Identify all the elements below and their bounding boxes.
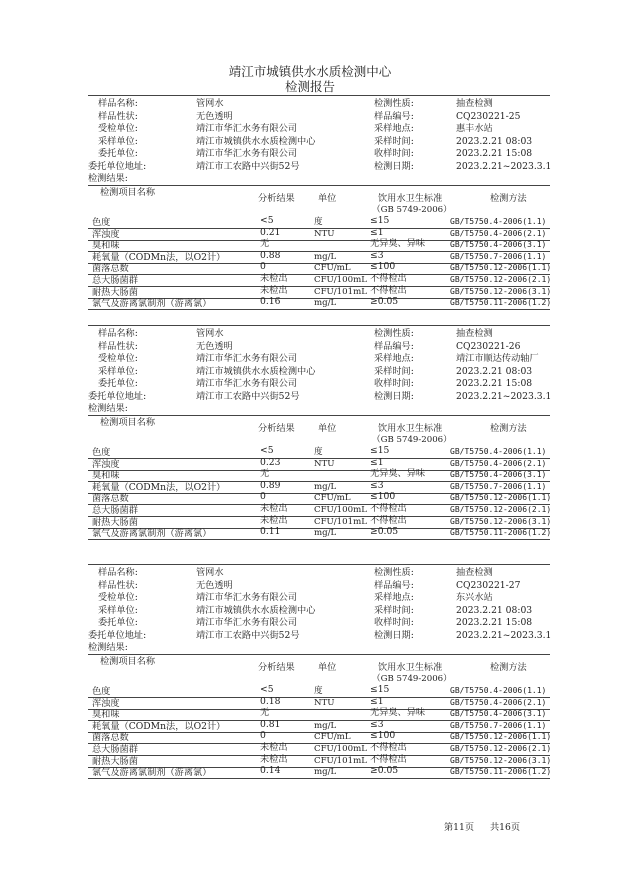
page-total: 共16页 <box>490 822 521 833</box>
result-value: 未检出 <box>260 742 288 753</box>
method-value: GB/T5750.11-2006(1.2) <box>450 528 552 538</box>
value-site: 惠丰水站 <box>456 123 493 134</box>
item-name: 色度 <box>92 217 111 228</box>
item-name: 臭和味 <box>92 240 120 252</box>
item-name: 浑浊度 <box>92 458 120 470</box>
value-code: CQ230221-25 <box>456 110 521 122</box>
item-name: 菌落总数 <box>92 493 129 505</box>
unit-value: CFU/mL <box>314 263 351 274</box>
item-name: 耗氧量（CODMn法，以O2计） <box>92 481 226 493</box>
unit-value: NTU <box>314 228 335 239</box>
label-name: 样品名称: <box>98 567 138 578</box>
limit-value: ≤1 <box>370 695 384 707</box>
method-value: GB/T5750.4-2006(1.1) <box>450 217 547 226</box>
value-recv_time: 2023.2.21 15:08 <box>456 617 533 628</box>
col-std-code: （GB 5749-2006） <box>372 205 452 215</box>
value-name: 管网水 <box>196 98 224 109</box>
value-code: CQ230221-27 <box>456 579 521 591</box>
label-name: 样品名称: <box>98 328 138 339</box>
divider-line <box>88 325 550 326</box>
item-name: 耐热大肠菌 <box>92 755 138 767</box>
method-value: GB/T5750.12-2006(3.1) <box>450 755 552 765</box>
col-unit: 单位 <box>318 423 337 434</box>
divider-line <box>88 564 550 565</box>
value-code: CQ230221-26 <box>456 340 521 352</box>
result-value: 0.11 <box>260 526 281 538</box>
value-entrust_addr: 靖江市工农路中兴街52号 <box>196 390 300 402</box>
result-value: 0.89 <box>260 479 281 491</box>
limit-value: ≤15 <box>370 215 390 226</box>
org-title: 靖江市城镇供水水质检测中心 <box>228 64 392 79</box>
method-value: GB/T5750.7-2006(1.1) <box>450 481 547 491</box>
label-sampler: 采样单位: <box>98 604 138 616</box>
label-entrust_addr: 委托单位地址: <box>88 629 147 641</box>
result-value: 无 <box>260 707 270 719</box>
label-site: 采样地点: <box>374 592 414 603</box>
item-name: 浑浊度 <box>92 228 120 240</box>
value-name: 管网水 <box>196 328 224 339</box>
value-sampler: 靖江市城镇供水水质检测中心 <box>196 135 316 147</box>
limit-value: 无异臭、异味 <box>370 707 426 719</box>
label-sample_time: 采样时间: <box>374 135 414 147</box>
item-name: 菌落总数 <box>92 732 129 744</box>
method-value: GB/T5750.11-2006(1.2) <box>450 767 552 777</box>
value-sampler: 靖江市城镇供水水质检测中心 <box>196 604 316 616</box>
result-value: 0.81 <box>260 718 281 730</box>
value-entrust_addr: 靖江市工农路中兴街52号 <box>196 160 300 172</box>
limit-value: 无异臭、异味 <box>370 468 426 480</box>
col-std-code: （GB 5749-2006） <box>372 435 452 445</box>
value-state: 无色透明 <box>196 110 233 122</box>
method-value: GB/T5750.12-2006(1.1) <box>450 732 552 742</box>
limit-value: ≤100 <box>370 730 396 742</box>
method-value: GB/T5750.4-2006(3.1) <box>450 709 547 719</box>
value-client: 靖江市华汇水务有限公司 <box>196 353 298 364</box>
label-recv_time: 收样时间: <box>374 378 414 389</box>
label-state: 样品性状: <box>98 579 138 591</box>
item-name: 浑浊度 <box>92 697 120 709</box>
col-result: 分析结果 <box>258 193 295 204</box>
result-value: 0.16 <box>260 296 281 308</box>
divider-line <box>88 309 550 310</box>
result-value: 0 <box>260 730 266 742</box>
label-nature: 检测性质: <box>374 328 414 339</box>
col-std: 饮用水卫生标准 <box>378 193 443 204</box>
unit-value: CFU/100mL <box>314 275 367 285</box>
label-nature: 检测性质: <box>374 567 414 578</box>
item-name: 色度 <box>92 686 111 697</box>
method-value: GB/T5750.12-2006(1.1) <box>450 493 552 503</box>
unit-value: CFU/100mL <box>314 505 367 515</box>
method-value: GB/T5750.11-2006(1.2) <box>450 298 552 308</box>
label-client: 受检单位: <box>98 592 138 603</box>
limit-value: ≤15 <box>370 445 390 456</box>
unit-value: mg/L <box>314 298 337 309</box>
col-std: 饮用水卫生标准 <box>378 662 443 673</box>
unit-value: 度 <box>314 447 323 457</box>
col-method: 检测方法 <box>490 423 527 434</box>
value-site: 东兴水站 <box>456 592 493 603</box>
item-name: 色度 <box>92 447 111 458</box>
label-result: 检测结果: <box>88 173 128 184</box>
label-test_date: 检测日期: <box>374 629 414 641</box>
unit-value: 度 <box>314 217 323 227</box>
value-sample_time: 2023.2.21 08:03 <box>456 135 533 147</box>
label-name: 样品名称: <box>98 98 138 109</box>
result-value: 0 <box>260 491 266 503</box>
value-recv_time: 2023.2.21 15:08 <box>456 148 533 159</box>
label-entrust: 委托单位: <box>98 378 138 389</box>
item-name: 臭和味 <box>92 709 120 721</box>
value-test_date: 2023.2.21~2023.3.1 <box>456 629 552 641</box>
divider-line <box>88 415 550 416</box>
value-entrust: 靖江市华汇水务有限公司 <box>196 617 298 628</box>
method-value: GB/T5750.12-2006(3.1) <box>450 286 552 296</box>
label-entrust: 委托单位: <box>98 617 138 628</box>
label-site: 采样地点: <box>374 353 414 364</box>
value-client: 靖江市华汇水务有限公司 <box>196 592 298 603</box>
limit-value: ≤3 <box>370 249 384 261</box>
unit-value: CFU/mL <box>314 493 351 504</box>
unit-value: mg/L <box>314 767 337 778</box>
result-value: <5 <box>260 684 274 695</box>
value-nature: 抽查检测 <box>456 567 493 578</box>
label-state: 样品性状: <box>98 340 138 352</box>
col-unit: 单位 <box>318 193 337 204</box>
result-value: 0.88 <box>260 249 281 261</box>
result-value: 未检出 <box>260 753 288 765</box>
item-name: 耗氧量（CODMn法，以O2计） <box>92 720 226 732</box>
limit-value: 不得检出 <box>370 742 407 753</box>
result-value: 未检出 <box>260 514 288 526</box>
result-value: 0 <box>260 261 266 273</box>
unit-value: CFU/101mL <box>314 286 367 297</box>
label-test_date: 检测日期: <box>374 160 414 172</box>
label-client: 受检单位: <box>98 123 138 134</box>
limit-value: ≥0.05 <box>370 765 399 777</box>
method-value: GB/T5750.4-2006(1.1) <box>450 686 547 695</box>
result-value: <5 <box>260 215 274 226</box>
limit-value: 不得检出 <box>370 514 407 526</box>
col-item: 检测项目名称 <box>100 187 156 198</box>
label-state: 样品性状: <box>98 110 138 122</box>
value-entrust_addr: 靖江市工农路中兴街52号 <box>196 629 300 641</box>
method-value: GB/T5750.4-2006(2.1) <box>450 458 547 468</box>
item-name: 菌落总数 <box>92 263 129 275</box>
label-nature: 检测性质: <box>374 98 414 109</box>
item-name: 总大肠菌群 <box>92 275 138 286</box>
method-value: GB/T5750.7-2006(1.1) <box>450 251 547 261</box>
label-code: 样品编号: <box>374 579 414 591</box>
value-sample_time: 2023.2.21 08:03 <box>456 604 533 616</box>
item-name: 总大肠菌群 <box>92 744 138 755</box>
method-value: GB/T5750.4-2006(3.1) <box>450 470 547 480</box>
col-unit: 单位 <box>318 662 337 673</box>
value-sample_time: 2023.2.21 08:03 <box>456 365 533 377</box>
result-value: 0.23 <box>260 456 281 468</box>
method-value: GB/T5750.12-2006(2.1) <box>450 744 552 753</box>
page-number: 第11页 <box>444 822 475 833</box>
label-code: 样品编号: <box>374 340 414 352</box>
col-method: 检测方法 <box>490 662 527 673</box>
label-result: 检测结果: <box>88 403 128 414</box>
method-value: GB/T5750.4-2006(1.1) <box>450 447 547 456</box>
value-recv_time: 2023.2.21 15:08 <box>456 378 533 389</box>
method-value: GB/T5750.4-2006(2.1) <box>450 228 547 238</box>
unit-value: mg/L <box>314 528 337 539</box>
value-name: 管网水 <box>196 567 224 578</box>
value-test_date: 2023.2.21~2023.3.1 <box>456 390 552 402</box>
method-value: GB/T5750.12-2006(1.1) <box>450 263 552 273</box>
limit-value: ≤15 <box>370 684 390 695</box>
limit-value: 不得检出 <box>370 273 407 284</box>
unit-value: NTU <box>314 697 335 708</box>
item-name: 耐热大肠菌 <box>92 516 138 528</box>
divider-line <box>88 95 550 96</box>
limit-value: ≥0.05 <box>370 296 399 308</box>
result-value: 未检出 <box>260 284 288 296</box>
value-entrust: 靖江市华汇水务有限公司 <box>196 148 298 159</box>
method-value: GB/T5750.4-2006(3.1) <box>450 240 547 250</box>
label-site: 采样地点: <box>374 123 414 134</box>
item-name: 臭和味 <box>92 470 120 482</box>
item-name: 总大肠菌群 <box>92 505 138 516</box>
label-sampler: 采样单位: <box>98 135 138 147</box>
value-entrust: 靖江市华汇水务有限公司 <box>196 378 298 389</box>
unit-value: mg/L <box>314 481 337 492</box>
label-sampler: 采样单位: <box>98 365 138 377</box>
item-name: 耗氧量（CODMn法，以O2计） <box>92 251 226 263</box>
limit-value: ≤100 <box>370 491 396 503</box>
col-item: 检测项目名称 <box>100 656 156 667</box>
method-value: GB/T5750.12-2006(2.1) <box>450 505 552 514</box>
limit-value: 不得检出 <box>370 503 407 514</box>
result-value: 0.14 <box>260 765 281 777</box>
value-nature: 抽查检测 <box>456 328 493 339</box>
value-state: 无色透明 <box>196 579 233 591</box>
result-value: 0.18 <box>260 695 281 707</box>
col-method: 检测方法 <box>490 193 527 204</box>
limit-value: ≤3 <box>370 718 384 730</box>
divider-line <box>88 539 550 540</box>
limit-value: ≤3 <box>370 479 384 491</box>
method-value: GB/T5750.12-2006(2.1) <box>450 275 552 284</box>
unit-value: CFU/101mL <box>314 755 367 766</box>
label-test_date: 检测日期: <box>374 390 414 402</box>
value-site: 靖江市顺达传动轴厂 <box>456 353 539 364</box>
result-value: 未检出 <box>260 273 288 284</box>
col-result: 分析结果 <box>258 423 295 434</box>
col-result: 分析结果 <box>258 662 295 673</box>
result-value: 0.21 <box>260 226 281 238</box>
item-name: 耐热大肠菌 <box>92 286 138 298</box>
unit-value: mg/L <box>314 720 337 731</box>
method-value: GB/T5750.4-2006(2.1) <box>450 697 547 707</box>
method-value: GB/T5750.12-2006(3.1) <box>450 516 552 526</box>
divider-line <box>88 185 550 186</box>
method-value: GB/T5750.7-2006(1.1) <box>450 720 547 730</box>
value-sampler: 靖江市城镇供水水质检测中心 <box>196 365 316 377</box>
col-std-code: （GB 5749-2006） <box>372 674 452 684</box>
limit-value: 不得检出 <box>370 753 407 765</box>
limit-value: 不得检出 <box>370 284 407 296</box>
label-entrust_addr: 委托单位地址: <box>88 160 147 172</box>
item-name: 氯气及游离氯制剂（游离氯） <box>92 298 212 310</box>
report-title: 检测报告 <box>284 79 335 94</box>
limit-value: ≤1 <box>370 456 384 468</box>
limit-value: ≤100 <box>370 261 396 273</box>
value-nature: 抽查检测 <box>456 98 493 109</box>
label-entrust_addr: 委托单位地址: <box>88 390 147 402</box>
unit-value: mg/L <box>314 251 337 262</box>
unit-value: NTU <box>314 458 335 469</box>
label-recv_time: 收样时间: <box>374 617 414 628</box>
label-client: 受检单位: <box>98 353 138 364</box>
item-name: 氯气及游离氯制剂（游离氯） <box>92 528 212 540</box>
result-value: 无 <box>260 468 270 480</box>
divider-line <box>88 778 550 779</box>
unit-value: 度 <box>314 686 323 696</box>
value-client: 靖江市华汇水务有限公司 <box>196 123 298 134</box>
unit-value: CFU/100mL <box>314 744 367 754</box>
label-recv_time: 收样时间: <box>374 148 414 159</box>
label-result: 检测结果: <box>88 642 128 653</box>
limit-value: 无异臭、异味 <box>370 238 426 250</box>
label-entrust: 委托单位: <box>98 148 138 159</box>
label-code: 样品编号: <box>374 110 414 122</box>
limit-value: ≤1 <box>370 226 384 238</box>
label-sample_time: 采样时间: <box>374 365 414 377</box>
unit-value: CFU/101mL <box>314 516 367 527</box>
result-value: 未检出 <box>260 503 288 514</box>
unit-value: CFU/mL <box>314 732 351 743</box>
item-name: 氯气及游离氯制剂（游离氯） <box>92 767 212 779</box>
col-std: 饮用水卫生标准 <box>378 423 443 434</box>
col-item: 检测项目名称 <box>100 417 156 428</box>
limit-value: ≥0.05 <box>370 526 399 538</box>
result-value: 无 <box>260 238 270 250</box>
divider-line <box>88 654 550 655</box>
label-sample_time: 采样时间: <box>374 604 414 616</box>
result-value: <5 <box>260 445 274 456</box>
value-test_date: 2023.2.21~2023.3.1 <box>456 160 552 172</box>
value-state: 无色透明 <box>196 340 233 352</box>
